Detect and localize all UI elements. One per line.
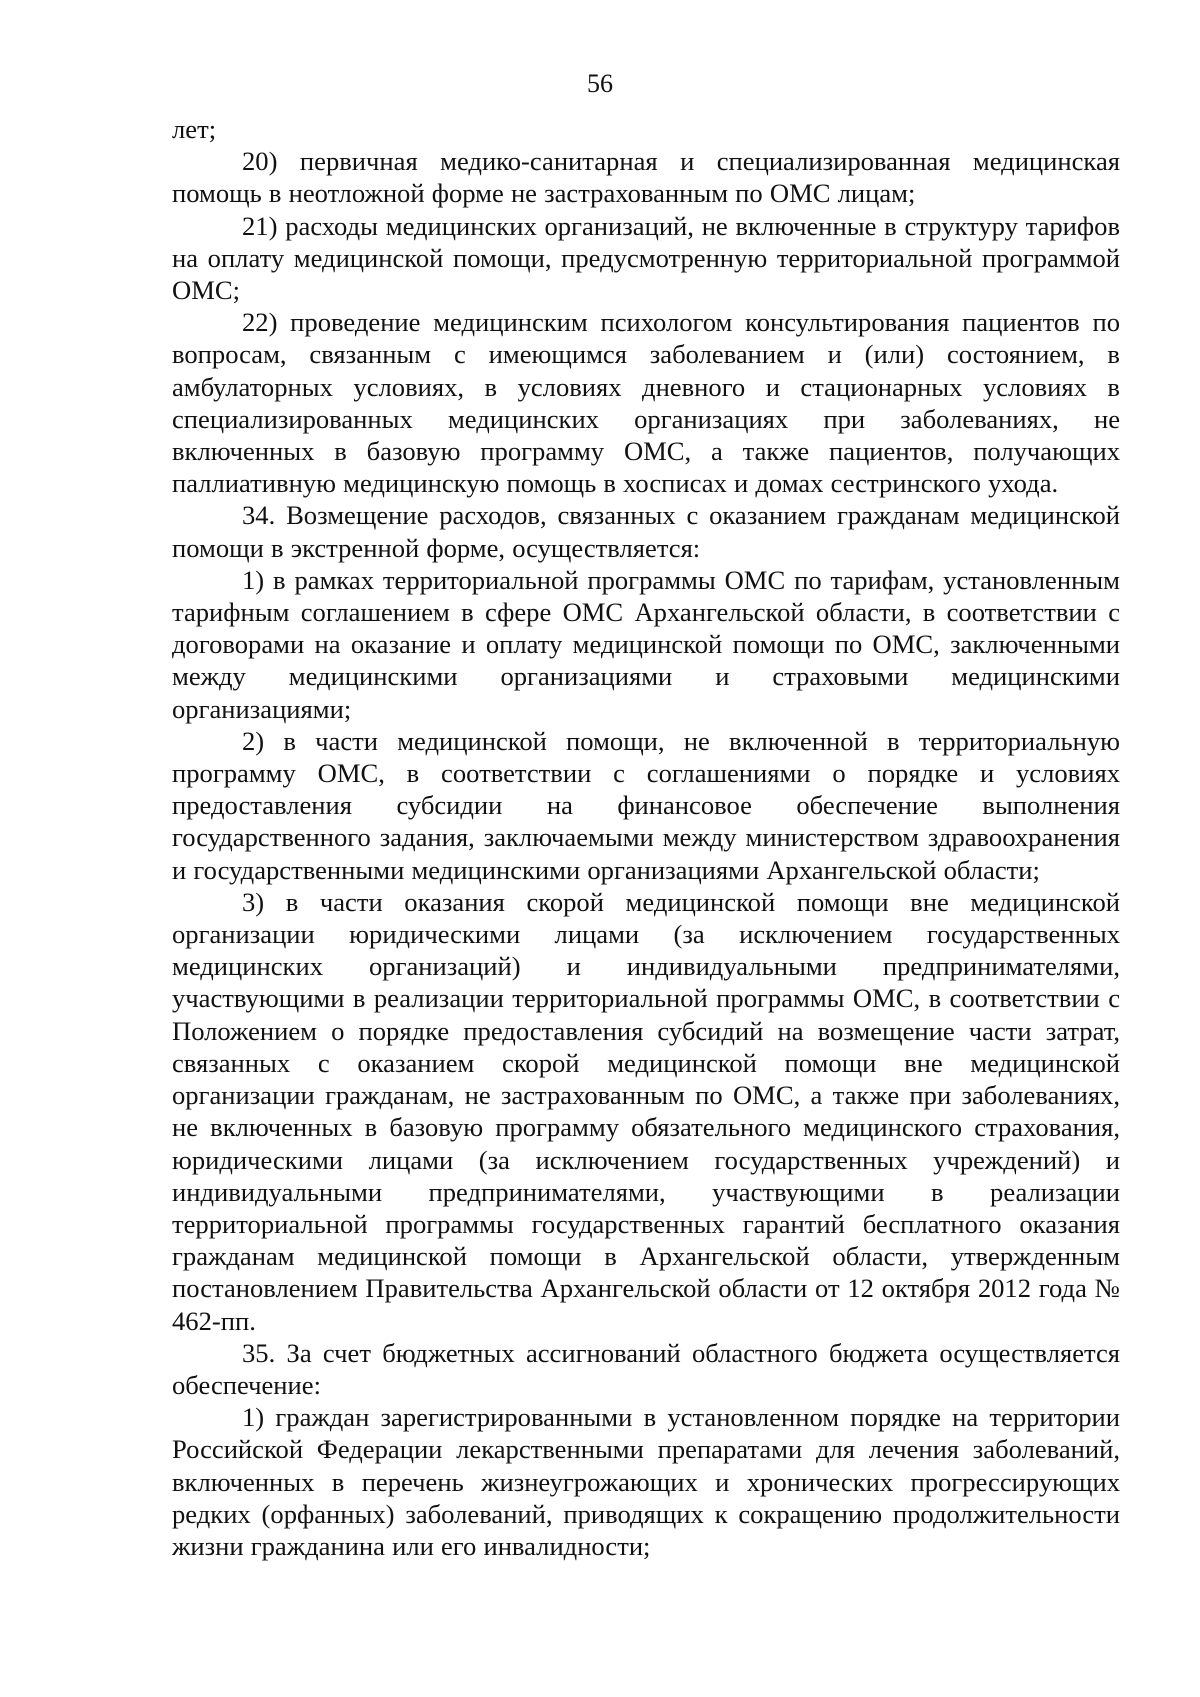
- paragraph-4: 22) проведение медицинским психологом консультирования пациентов по вопросам, связанным с имеющимся заболеванием и (или) состоянием, в амбулаторных условиях, в условиях дневного и стационарных условиях в специализированных медицинских организациях при заболеваниях, не включенных в базовую программу ОМС, а также пациентов, получающих паллиативную медицинскую помощь в хосписах и домах сестринского ухода.: [172, 307, 1120, 499]
- document-body: [172, 113, 1120, 1562]
- page-number: 56: [587, 69, 613, 98]
- paragraph-2: 20) первичная медико-санитарная и специализированная медицинская помощь в неотложной форме не застрахованным по ОМС лицам;: [172, 146, 1120, 209]
- paragraph-3: 21) расходы медицинских организаций, не включенные в структуру тарифов на оплату медицинской помощи, предусмотренную территориальной программой ОМС;: [172, 210, 1120, 306]
- paragraph-9: 35. За счет бюджетных ассигнований областного бюджета осуществляется обеспечение:: [172, 1337, 1120, 1400]
- paragraph-7: 2) в части медицинской помощи, не включенной в территориальную программу ОМС, в соответствии с соглашениями о порядке и условиях предоставления субсидии на финансовое обеспечение выполнения государственного задания, заключаемыми между министерством здравоохранения и государственными медицинскими организациями Архангельской области;: [172, 725, 1120, 885]
- paragraph-6: 1) в рамках территориальной программы ОМС по тарифам, установленным тарифным соглашением в сфере ОМС Архангельской области, в соответствии с договорами на оказание и оплату медицинской помощи по ОМС, заключенными между медицинскими организациями и страховыми медицинскими организациями;: [172, 564, 1120, 724]
- paragraph-5: 34. Возмещение расходов, связанных с оказанием гражданам медицинской помощи в экстренной форме, осуществляется:: [172, 500, 1120, 563]
- paragraph-8: 3) в части оказания скорой медицинской помощи вне медицинской организации юридическими лицами (за исключением государственных медицинских организаций) и индивидуальными предпринимателями, участвующими в реализации территориальной программы ОМС, в соответствии с Положением о порядке предоставления субсидий на возмещение части затрат, связанных с оказанием скорой медицинской помощи вне медицинской организации гражданам, не застрахованным по ОМС, а также при заболеваниях, не включенных в базовую программу обязательного медицинского страхования, юридическими лицами (за исключением государственных учреждений) и индивидуальными предпринимателями, участвующими в реализации территориальной программы государственных гарантий бесплатного оказания гражданам медицинской помощи в Архангельской области, утвержденным постановлением Правительства Архангельской области от 12 октября 2012 года № 462-пп.: [172, 886, 1120, 1336]
- paragraph-1: лет;: [172, 114, 217, 144]
- paragraph-10: 1) граждан зарегистрированными в установленном порядке на территории Российской Федерации лекарственными препаратами для лечения заболеваний, включенных в перечень жизнеугрожающих и хронических прогрессирующих редких (орфанных) заболеваний, приводящих к сокращению продолжительности жизни гражданина или его инвалидности;: [172, 1402, 1120, 1561]
